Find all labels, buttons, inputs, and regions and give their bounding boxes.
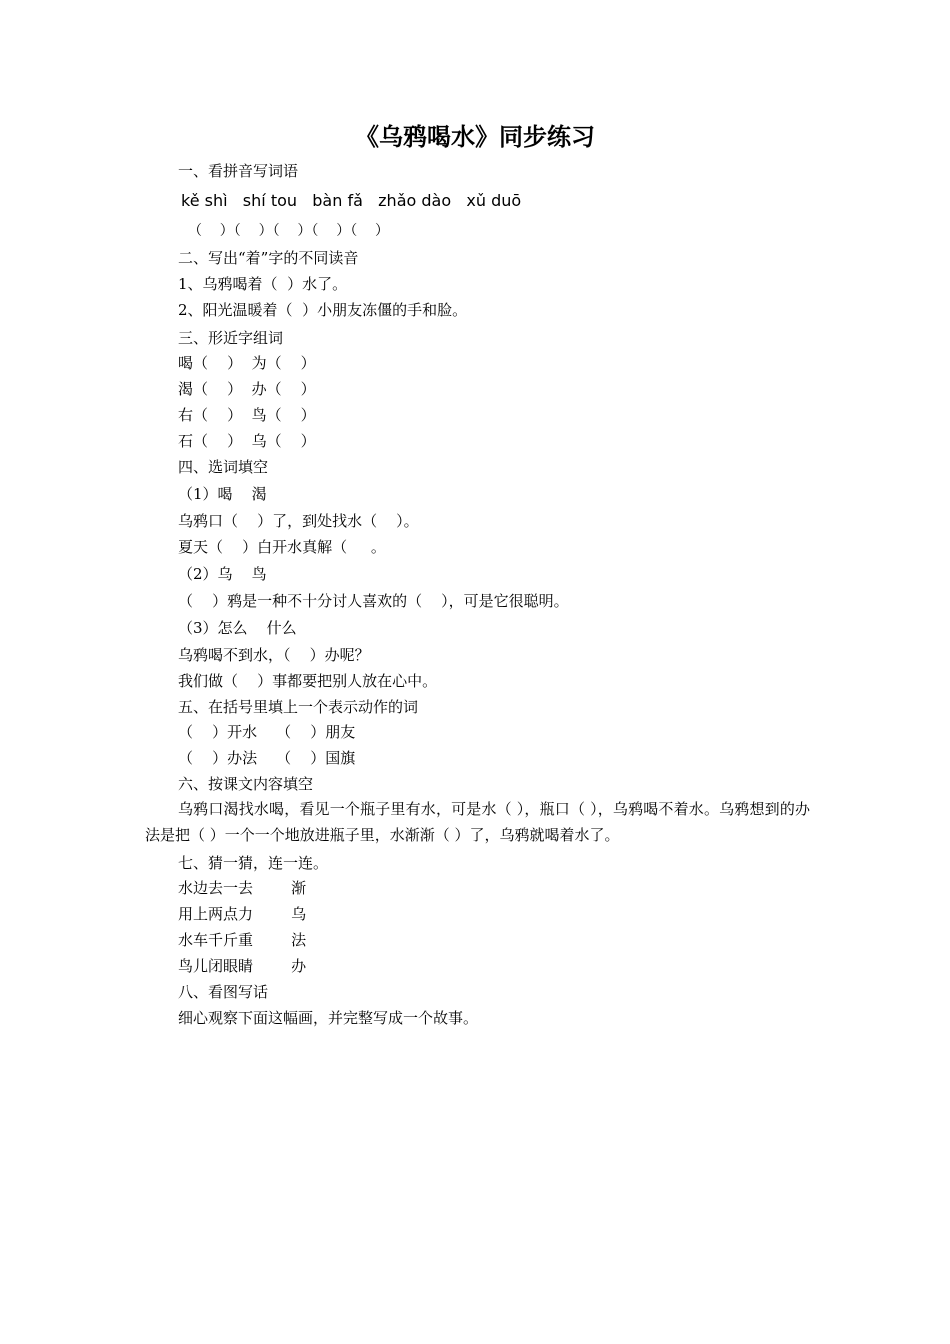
section-4-heading: 四、选词填空: [178, 458, 269, 476]
reading-item-1: 1、乌鸦喝着（ ）水了。: [178, 275, 348, 293]
fill-sentence: 夏天（ ）白开水真解（ 。: [178, 538, 386, 556]
riddle-row: 用上两点力 乌: [178, 905, 307, 923]
section-7-heading: 七、猜一猜，连一连。: [178, 854, 329, 872]
reading-item-2: 2、阳光温暖着（ ）小朋友冻僵的手和脸。: [178, 301, 468, 319]
section-3-heading: 三、形近字组词: [178, 329, 284, 347]
writing-instruction: 细心观察下面这幅画，并完整写成一个故事。: [178, 1009, 479, 1027]
action-word-row: （ ）开水 （ ）朋友: [178, 723, 356, 741]
section-8-heading: 八、看图写话: [178, 983, 269, 1001]
riddle-row: 水边去一去 渐: [178, 879, 307, 897]
action-word-row: （ ）办法 （ ）国旗: [178, 749, 356, 767]
page-title: 《乌鸦喝水》同步练习: [355, 123, 595, 151]
section-5-heading: 五、在括号里填上一个表示动作的词: [178, 698, 419, 716]
riddle-row: 鸟儿闭眼睛 办: [178, 957, 307, 975]
word-choice-group-1-label: （1）喝 渴: [178, 485, 267, 503]
word-choice-group-2-label: （2）乌 鸟: [178, 565, 267, 583]
pinyin-row: kě shì shí tou bàn fǎ zhǎo dào xǔ duō: [181, 191, 522, 210]
fill-sentence: 乌鸦喝不到水，（ ）办呢？: [178, 646, 370, 664]
section-2-heading: 二、写出“着”字的不同读音: [178, 249, 359, 267]
similar-chars-row: 石（ ） 乌（ ）: [178, 432, 316, 450]
section-6-heading: 六、按课文内容填空: [178, 775, 314, 793]
answer-blanks-row: （ ）（ ）（ ）（ ）（ ）: [188, 223, 390, 239]
riddle-row: 水车千斤重 法: [178, 931, 307, 949]
similar-chars-row: 喝（ ） 为（ ）: [178, 354, 316, 372]
fill-sentence: 我们做（ ）事都要把别人放在心中。: [178, 672, 438, 690]
section-1-heading: 一、看拼音写词语: [178, 162, 299, 180]
text-fill-paragraph: 乌鸦口渴找水喝，看见一个瓶子里有水，可是水（ ），瓶口（ ），乌鸦喝不着水。乌鸦想到的办法是把（ ）一个一个地放进瓶子里，水渐渐（ ）了，乌鸦就喝着水了。: [145, 800, 810, 844]
fill-sentence: 乌鸦口（ ）了，到处找水（ ）。: [178, 512, 419, 530]
similar-chars-row: 右（ ） 鸟（ ）: [178, 406, 316, 424]
similar-chars-row: 渴（ ） 办（ ）: [178, 380, 316, 398]
fill-sentence: （ ）鸦是一种不十分讨人喜欢的（ ），可是它很聪明。: [178, 592, 569, 610]
word-choice-group-3-label: （3）怎么 什么: [178, 619, 297, 637]
